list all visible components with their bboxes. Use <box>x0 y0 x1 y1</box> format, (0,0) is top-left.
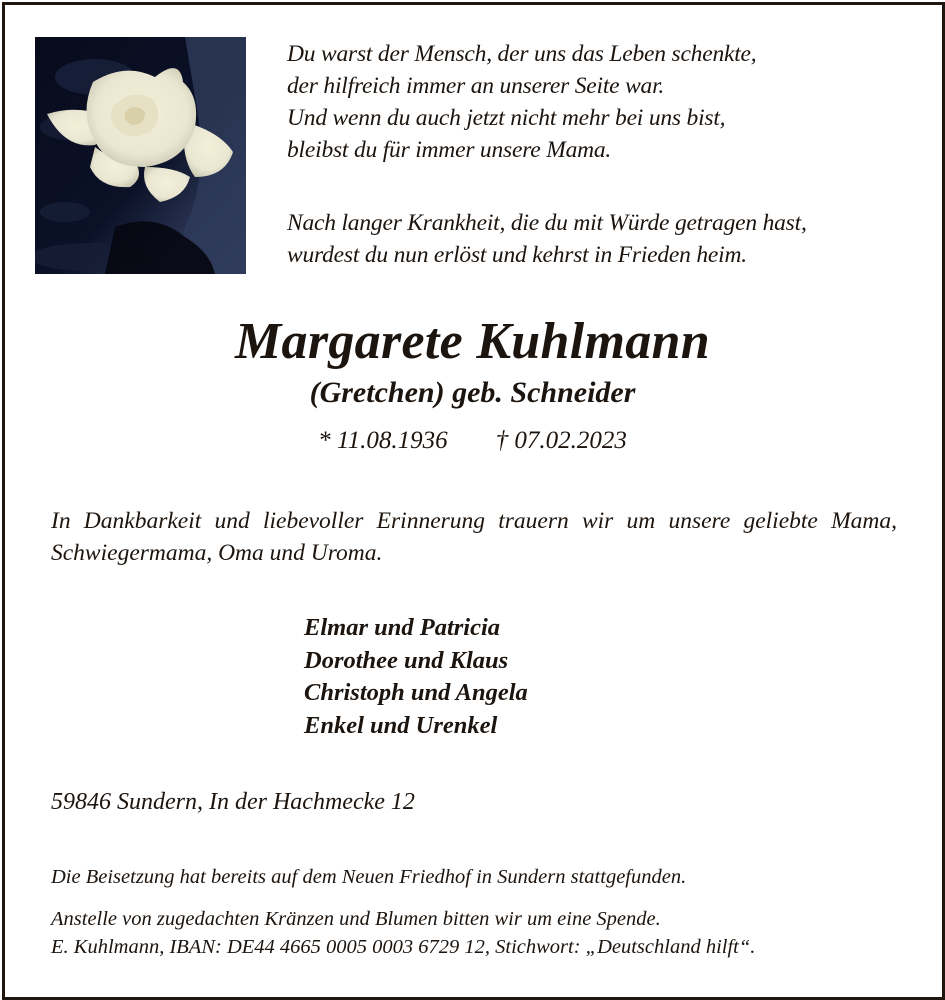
poem-stanza-1 <box>287 38 756 166</box>
mourner-item: Elmar und Patricia <box>304 614 501 641</box>
burial-note: Die Beisetzung hat bereits auf dem Neuen Friedhof in Sundern stattgefunden. <box>51 866 687 888</box>
mourner-item: Dorothee und Klaus <box>304 646 509 674</box>
death-date: † 07.02.2023 <box>495 427 627 454</box>
poem-line: Du warst der Mensch, der uns das Leben schenkte, <box>287 41 757 67</box>
rose-photo <box>35 37 246 274</box>
donation-iban-line: E. Kuhlmann, IBAN: DE44 4665 0005 0003 6729 12, Stichwort: „Deutschland hilft“. <box>51 936 756 958</box>
poem-line: Nach langer Krankheit, die du mit Würde getragen hast, <box>287 210 807 236</box>
donation-note <box>51 905 755 961</box>
life-dates <box>0 425 945 457</box>
birth-date: * 11.08.1936 <box>318 427 448 454</box>
poem-stanza-2 <box>287 207 807 271</box>
poem-line: wurdest du nun erlöst und kehrst in Frieden heim. <box>287 242 747 268</box>
deceased-maiden-name: (Gretchen) geb. Schneider <box>309 376 636 409</box>
mourner-item: Christoph und Angela <box>304 679 528 706</box>
poem-line: bleibst du für immer unsere Mama. <box>287 137 612 163</box>
donation-line: Anstelle von zugedachten Kränzen und Blumen bitten wir um eine Spende. <box>51 908 661 930</box>
mourner-item: Enkel und Urenkel <box>304 711 498 739</box>
family-address: 59846 Sundern, In der Hachmecke 12 <box>51 789 415 815</box>
rose-image-icon <box>35 37 246 274</box>
mourning-intro: In Dankbarkeit und liebevoller Erinnerung trauern wir um unsere geliebte Mama, Schwiegermama, Oma und Uroma. <box>51 508 897 566</box>
poem-line: der hilfreich immer an unserer Seite war. <box>287 73 665 99</box>
deceased-name: Margarete Kuhlmann <box>235 313 710 370</box>
mourners-list <box>304 612 528 742</box>
poem-line: Und wenn du auch jetzt nicht mehr bei uns bist, <box>287 105 726 131</box>
